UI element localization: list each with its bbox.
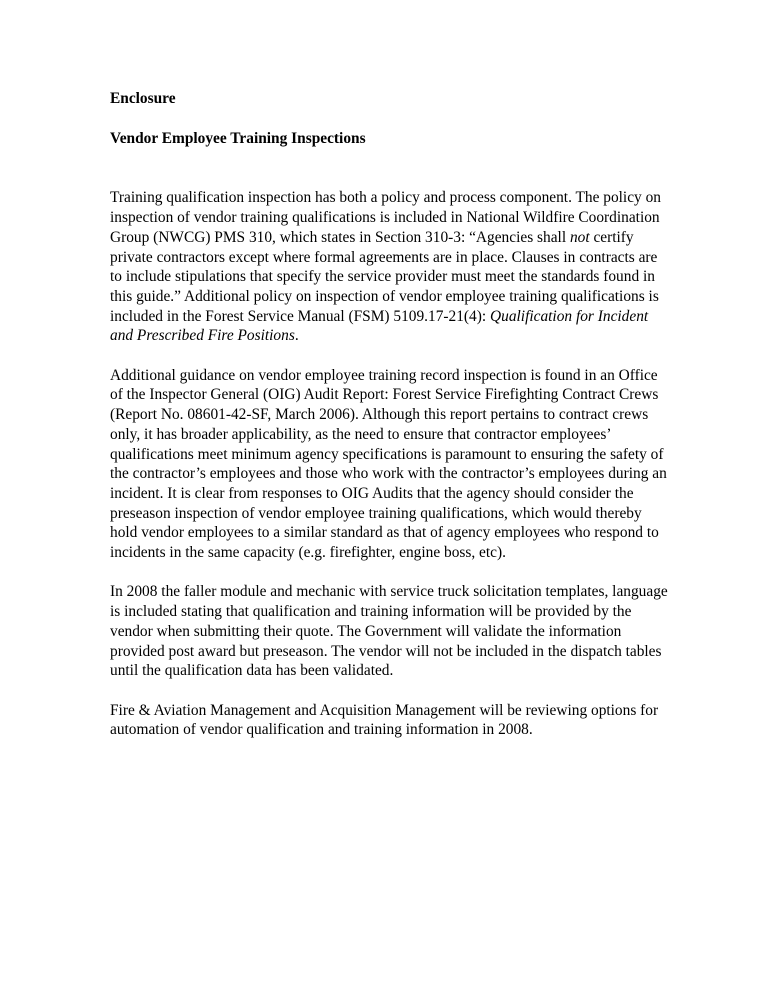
paragraph-policy-manual-title: Qualification for Incident and Prescribed Fire Positions — [110, 307, 649, 345]
paragraph-policy-text-b: certify private contractors except where formal agreements are in place. Clauses in contracts are to include stipulations that specify the service provider must meet the standards found in this guide.” Additional policy on inspection of vendor employee training qualifications is included in the Forest Service Manual (FSM) 5109.17-21(4): — [110, 228, 659, 325]
paragraph-policy-period: . — [294, 327, 299, 345]
paragraph-policy-text-a: Training qualification inspection has both a policy and process component. The policy on inspection of vendor training qualifications is included in National Wildfire Coordination Group (NWCG) PMS 310, which states in Section 310-3: “Agencies shall — [110, 189, 661, 246]
paragraph-automation: Fire & Aviation Management and Acquisition Management will be reviewing options for automation of vendor qualification and training information in 2008. — [110, 701, 659, 739]
paragraph-2008-templates: In 2008 the faller module and mechanic with service truck solicitation templates, language is included stating that qualification and training information will be provided by the vendor when submitting their quote. The Government will validate the information provided post award but preseason. The vendor will not be included in the dispatch tables until the qualification data has been validated. — [110, 583, 668, 680]
paragraph-policy-emphasis-not: not — [569, 228, 590, 246]
enclosure-label: Enclosure — [110, 90, 176, 107]
document-page — [110, 89, 670, 740]
document-title: Vendor Employee Training Inspections — [110, 129, 366, 147]
paragraph-policy — [110, 188, 670, 346]
paragraph-oig-guidance: Additional guidance on vendor employee training record inspection is found in an Office of the Inspector General (OIG) Audit Report: Forest Service Firefighting Contract Crews (Report No. 08601-42-SF, March 2006). Although this report pertains to contract crews only, it has broader applicability, as the need to ensure that contractor employees’ qualifications meet minimum agency specifications is paramount to ensuring the safety of the contractor’s employees and those who work with the contractor’s employees during an incident. It is clear from responses to OIG Audits that the agency should consider the preseason inspection of vendor employee training qualifications, which would thereby hold vendor employees to a similar standard as that of agency employees who respond to incidents in the same capacity (e.g. firefighter, engine boss, etc). — [110, 366, 667, 562]
